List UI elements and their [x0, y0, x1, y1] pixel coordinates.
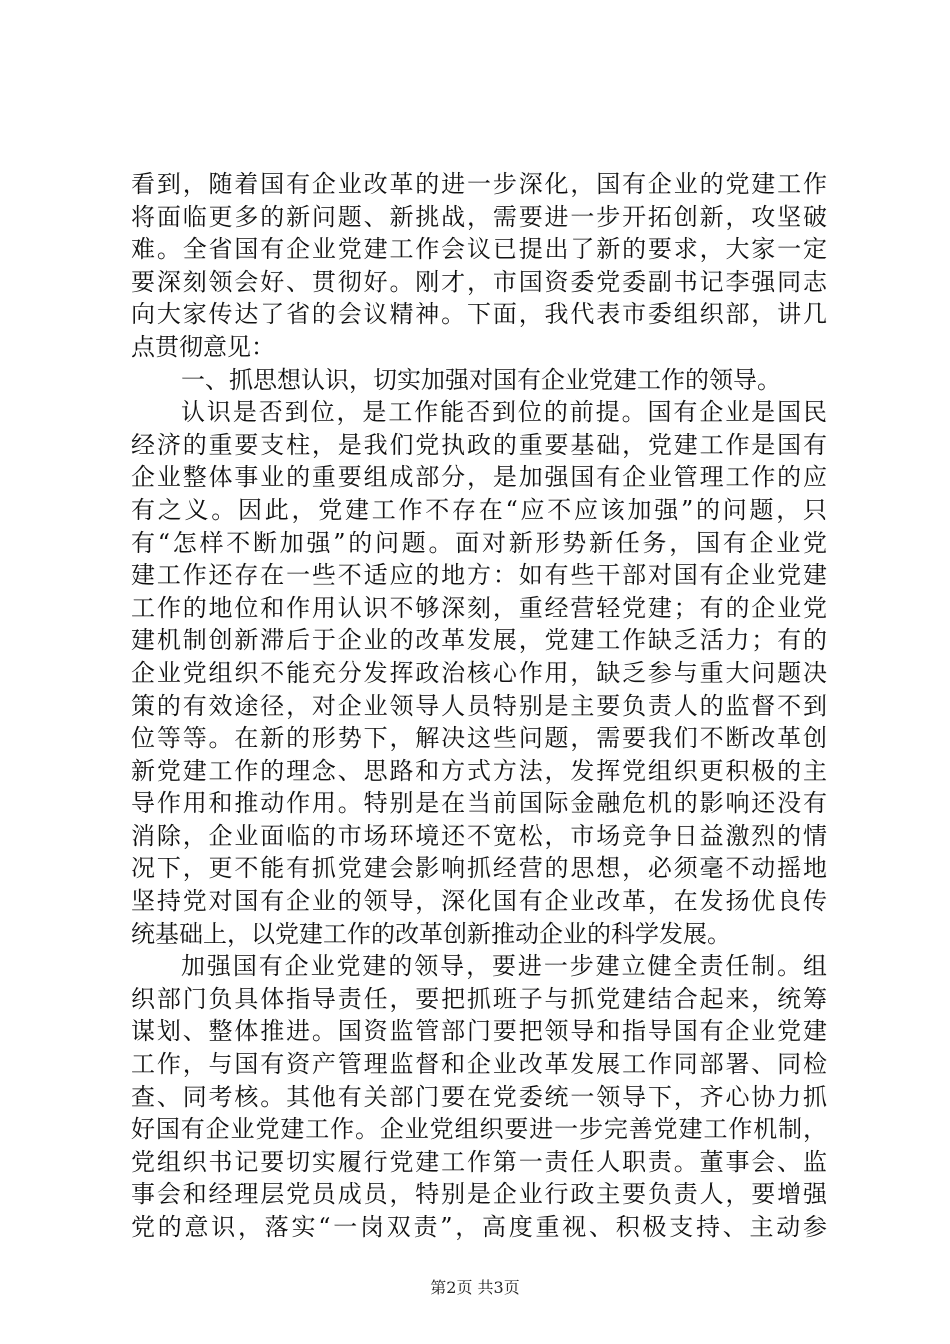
text-line: 企业党组织不能充分发挥政治核心作用，缺乏参与重大问题决 [131, 658, 827, 687]
text-line: 建机制创新滞后于企业的改革发展，党建工作缺乏活力；有的 [131, 626, 827, 655]
text-line: 建工作还存在一些不适应的地方：如有些干部对国有企业党建 [131, 561, 827, 590]
text-line: 一、抓思想认识，切实加强对国有企业党建工作的领导。 [181, 365, 781, 394]
page-footer: 第2页 共3页 [430, 1278, 520, 1297]
paragraph [131, 396, 827, 950]
text-line: 查、同考核。其他有关部门要在党委统一领导下，齐心协力抓 [131, 1082, 827, 1111]
text-line: 党的意识，落实“一岗双责”，高度重视、积极支持、主动参 [131, 1213, 827, 1241]
text-line: 将面临更多的新问题、新挑战，需要进一步开拓创新，攻坚破 [131, 202, 827, 231]
text-line: 认识是否到位，是工作能否到位的前提。国有企业是国民 [181, 398, 827, 427]
text-line: 谋划、整体推进。国资监管部门要把领导和指导国有企业党建 [131, 1017, 827, 1046]
text-line: 难。全省国有企业党建工作会议已提出了新的要求，大家一定 [131, 235, 827, 264]
text-line: 要深刻领会好、贯彻好。刚才，市国资委党委副书记李强同志 [131, 267, 827, 296]
document-body [131, 168, 827, 1244]
text-line: 统基础上，以党建工作的改革创新推动企业的科学发展。 [131, 919, 731, 948]
text-line: 消除，企业面临的市场环境还不宽松，市场竞争日益激烈的情 [131, 821, 827, 850]
text-line: 党组织书记要切实履行党建工作第一责任人职责。董事会、监 [131, 1147, 827, 1176]
text-line: 有之义。因此，党建工作不存在“应不应该加强”的问题，只 [131, 495, 827, 524]
text-line: 好国有企业党建工作。企业党组织要进一步完善党建工作机制， [131, 1115, 827, 1144]
text-line: 坚持党对国有企业的领导，深化国有企业改革，在发扬优良传 [131, 887, 827, 916]
text-line: 织部门负具体指导责任，要把抓班子与抓党建结合起来，统筹 [131, 984, 827, 1013]
text-line: 导作用和推动作用。特别是在当前国际金融危机的影响还没有 [131, 789, 827, 818]
text-line: 策的有效途径，对企业领导人员特别是主要负责人的监督不到 [131, 691, 827, 720]
text-line: 新党建工作的理念、思路和方式方法，发挥党组织更积极的主 [131, 756, 827, 785]
paragraph [131, 168, 827, 364]
text-line: 事会和经理层党员成员，特别是企业行政主要负责人，要增强 [131, 1180, 827, 1209]
paragraph [131, 950, 827, 1243]
text-line: 有“怎样不断加强”的问题。面对新形势新任务，国有企业党 [131, 528, 827, 557]
text-line: 企业整体事业的重要组成部分，是加强国有企业管理工作的应 [131, 463, 827, 492]
text-line: 加强国有企业党建的领导，要进一步建立健全责任制。组 [181, 952, 827, 981]
text-line: 况下，更不能有抓党建会影响抓经营的思想，必须毫不动摇地 [131, 854, 827, 883]
text-line: 看到，随着国有企业改革的进一步深化，国有企业的党建工作 [131, 170, 827, 198]
text-line: 工作的地位和作用认识不够深刻，重经营轻党建；有的企业党 [131, 593, 827, 622]
text-line: 点贯彻意见： [131, 332, 275, 361]
paragraph [131, 364, 827, 397]
text-line: 工作，与国有资产管理监督和企业改革发展工作同部署、同检 [131, 1050, 827, 1079]
text-line: 位等等。在新的形势下，解决这些问题，需要我们不断改革创 [131, 724, 827, 753]
text-line: 经济的重要支柱，是我们党执政的重要基础，党建工作是国有 [131, 430, 827, 459]
text-line: 向大家传达了省的会议精神。下面，我代表市委组织部，讲几 [131, 300, 827, 329]
